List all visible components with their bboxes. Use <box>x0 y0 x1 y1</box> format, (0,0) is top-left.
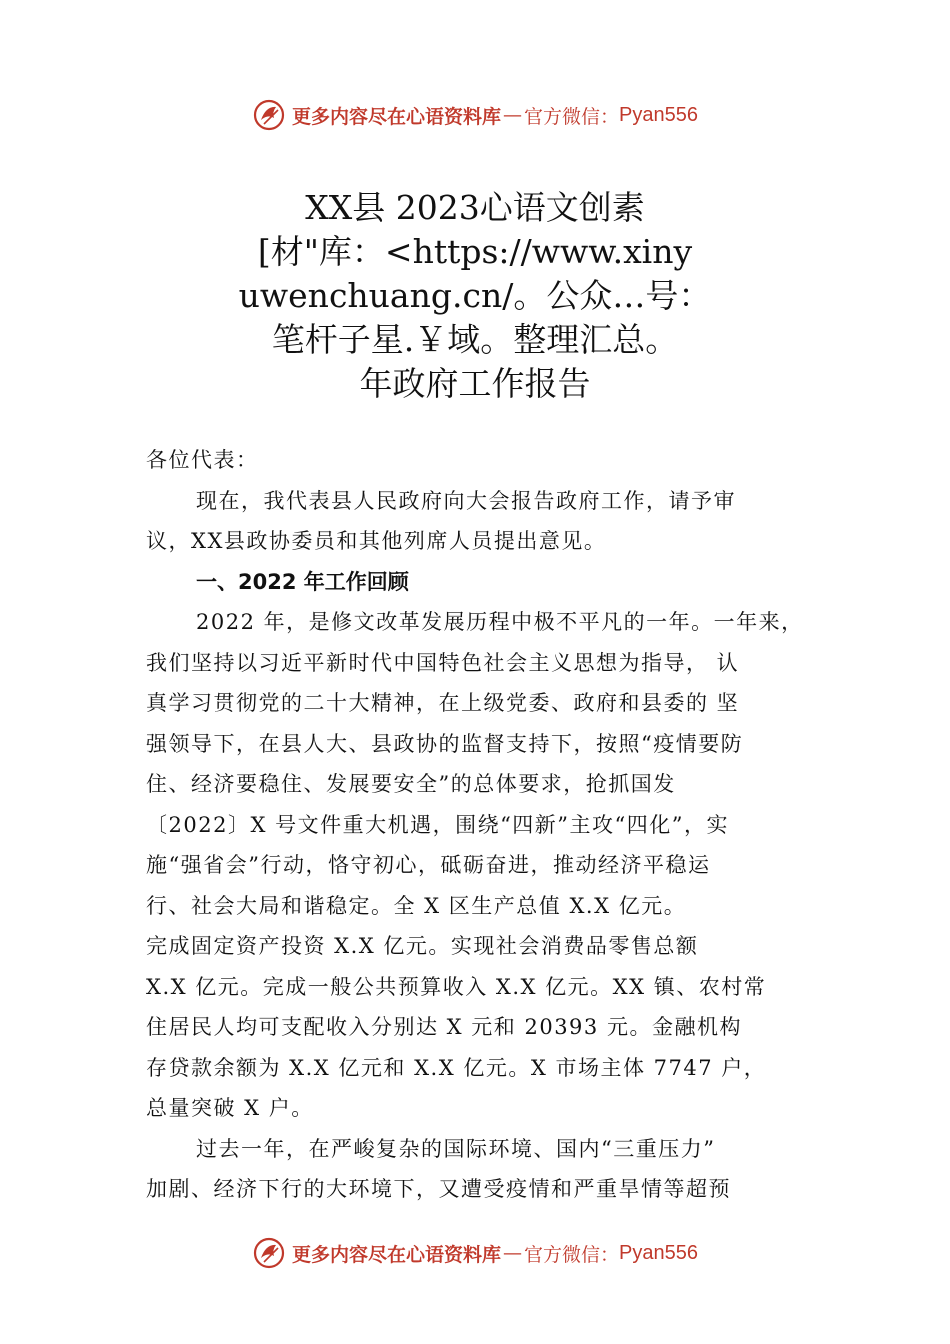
title-line: 年政府工作报告 <box>359 364 591 403</box>
document-title <box>150 186 800 406</box>
title-line: XX县 2023心语文创素 <box>305 188 645 227</box>
banner-brand-text: 更多内容尽在心语资料库 <box>292 1243 502 1266</box>
paragraph-line: 完成固定资产投资 X.X 亿元。实现社会消费品零售总额 <box>146 934 699 958</box>
section-heading: 一、2022 年工作回顾 <box>196 569 409 594</box>
salutation: 各位代表： <box>146 448 259 472</box>
paragraph-line: 总量突破 X 户。 <box>146 1096 314 1120</box>
footer-banner <box>0 1233 950 1273</box>
paragraph-line: 施“强省会”行动，恪守初心，砥砺奋进，推动经济平稳运 <box>146 853 711 877</box>
title-line: [材"库：<https://www.xiny <box>257 232 693 271</box>
title-line: 笔杆子星.￥域。整理汇总。 <box>271 320 679 359</box>
banner-wechat-label: 官方微信： <box>524 105 620 128</box>
banner-wechat-label: 官方微信： <box>524 1243 620 1266</box>
brand-logo-icon <box>252 98 286 132</box>
paragraph-line: 〔2022〕X 号文件重大机遇，围绕“四新”主攻“四化”，实 <box>146 812 730 837</box>
paragraph-line: 我们坚持以习近平新时代中国特色社会主义思想为指导， 认 <box>146 650 740 675</box>
paragraph-line: 住、经济要稳住、发展要安全”的总体要求，抢抓国发 <box>146 772 676 796</box>
paragraph-line: X.X 亿元。完成一般公共预算收入 X.X 亿元。XX 镇、农村常 <box>146 974 767 999</box>
title-line: uwenchuang.cn/。公众…号： <box>238 276 712 315</box>
header-banner <box>0 95 950 135</box>
paragraph-line: 行、社会大局和谐稳定。全 X 区生产总值 X.X 亿元。 <box>146 893 687 918</box>
document-body <box>146 440 836 1210</box>
paragraph-line: 2022 年，是修文改革发展历程中极不平凡的一年。一年来， <box>196 610 804 634</box>
intro-line: 议，XX县政协委员和其他列席人员提出意见。 <box>146 529 607 553</box>
paragraph-line: 过去一年，在严峻复杂的国际环境、国内“三重压力” <box>196 1136 716 1161</box>
intro-line: 现在，我代表县人民政府向大会报告政府工作，请予审 <box>196 488 736 513</box>
banner-wechat-id: Pyan556 <box>619 103 698 126</box>
banner-dash: — <box>503 104 523 126</box>
paragraph-line: 强领导下，在县人大、县政协的监督支持下，按照“疫情要防 <box>146 731 744 756</box>
banner-dash: — <box>503 1242 523 1264</box>
paragraph-line: 真学习贯彻党的二十大精神，在上级党委、政府和县委的 坚 <box>146 691 740 715</box>
banner-brand-text: 更多内容尽在心语资料库 <box>292 105 502 128</box>
paragraph-line: 加剧、经济下行的大环境下，又遭受疫情和严重旱情等超预 <box>146 1177 731 1201</box>
paragraph-line: 住居民人均可支配收入分别达 X 元和 20393 元。金融机构 <box>146 1015 742 1039</box>
paragraph-line: 存贷款余额为 X.X 亿元和 X.X 亿元。X 市场主体 7747 户， <box>146 1055 767 1080</box>
brand-logo-icon <box>252 1236 286 1270</box>
banner-wechat-id: Pyan556 <box>619 1241 698 1264</box>
